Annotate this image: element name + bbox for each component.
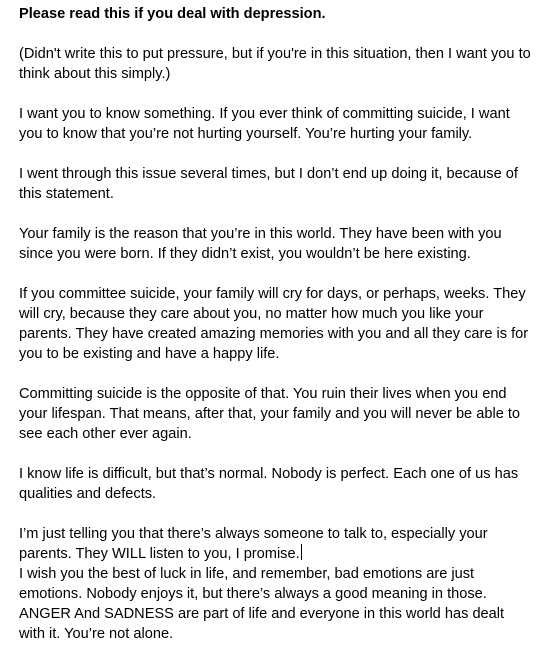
paragraph-reason-in-world: Your family is the reason that you’re in this world. They have been with you since you were born. If they didn’t exist, you wouldn’t be here existing. bbox=[19, 226, 502, 262]
text-cursor bbox=[301, 544, 302, 560]
paragraph-someone-to-talk-text: I’m just telling you that there’s always someone to talk to, especially your parents. They WILL listen to you, I promise. bbox=[19, 526, 488, 562]
paragraph-disclaimer: (Didn't write this to put pressure, but if you're in this situation, then I want you to think about this simply.) bbox=[19, 46, 531, 82]
paragraph-opposite: Committing suicide is the opposite of that. You ruin their lives when you end your lifespan. That means, after that, your family and you will never be able to see each other ever again. bbox=[19, 386, 521, 442]
paragraph-personal-experience: I went through this issue several times, but I don’t end up doing it, because of this statement. bbox=[19, 166, 518, 202]
paragraph-someone-to-talk bbox=[19, 524, 534, 564]
paragraph-life-difficult: I know life is difficult, but that’s normal. Nobody is perfect. Each one of us has qualities and defects. bbox=[19, 466, 519, 502]
paragraph-family-cries: If you committee suicide, your family will cry for days, or perhaps, weeks. They will cry, because they care about you, no matter how much you like your parents. They have created amazing memories with you and all they care is for you to be existing and have a happy life. bbox=[19, 286, 529, 362]
paragraph-family-hurt: I want you to know something. If you ever think of committing suicide, I want you to know that you’re not hurting yourself. You’re hurting your family. bbox=[19, 106, 510, 142]
document-title: Please read this if you deal with depression. bbox=[19, 6, 326, 22]
document-body[interactable] bbox=[19, 4, 534, 644]
paragraph-best-of-luck: I wish you the best of luck in life, and remember, bad emotions are just emotions. Nobody enjoys it, but there’s always a good meaning in those. ANGER And SADNESS are part of life and everyone in this world has dealt with it. You’re not alone. bbox=[19, 566, 505, 642]
